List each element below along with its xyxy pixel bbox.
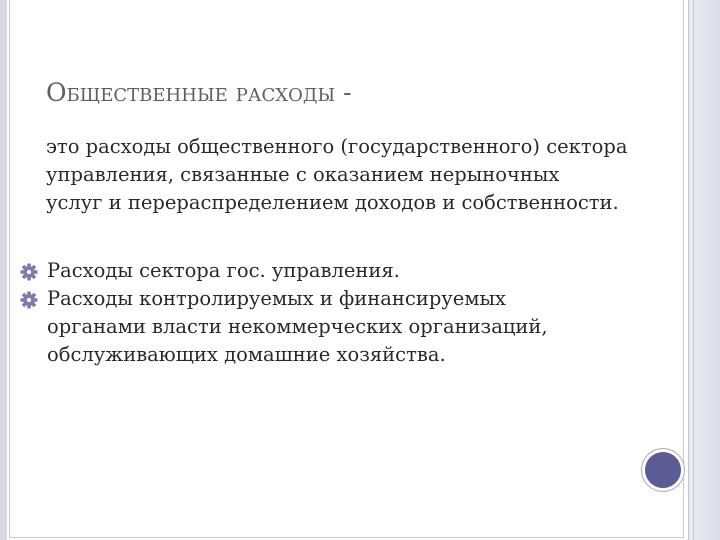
bullet-text: органами власти некоммерческих организаций, [47,315,548,338]
slide-title: Общественные расходы - [46,78,352,107]
bullet-text: Расходы сектора гос. управления. [47,259,400,282]
definition-line: это расходы общественного (государственного) сектора [46,135,628,158]
gear-icon [20,263,38,281]
bullet-item [20,257,680,285]
bullet-list [20,257,680,369]
left-decorative-band [0,0,7,540]
bullet-item [20,285,680,369]
definition-line: услуг и перераспределением доходов и собственности. [46,191,619,214]
slide-decorative-circle [642,449,684,491]
bullet-text: обслуживающих домашние хозяйства. [47,343,446,366]
definition-text [46,133,686,217]
definition-line: управления, связанные с оказанием нерыночных [46,163,560,186]
gear-icon [20,291,38,309]
right-decorative-band [688,0,720,540]
bullet-text: Расходы контролируемых и финансируемых [47,287,507,310]
